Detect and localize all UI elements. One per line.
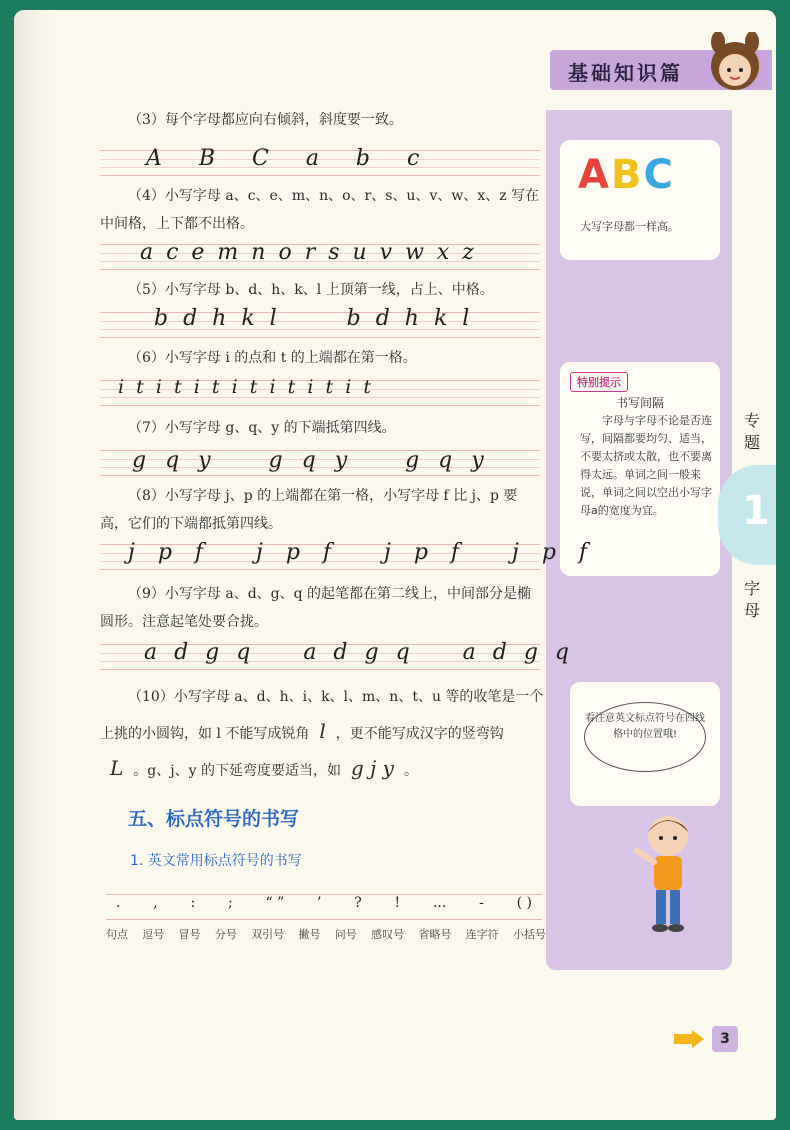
punct-symbol: - [479, 895, 484, 911]
punct-symbol: . [116, 895, 121, 911]
punct-label: 问号 [334, 928, 357, 941]
rule-5: （5）小写字母 b、d、h、k、l 上顶第一线，占上、中格。 [128, 282, 494, 298]
punct-label: 连字符 [465, 928, 499, 941]
textbook-page [14, 10, 776, 1120]
speech-card [570, 682, 720, 806]
tab-subject-label: 字母 [743, 579, 760, 620]
punct-symbol: ! [394, 895, 401, 911]
rule-9: （9）小写字母 a、d、g、q 的起笔都在第二线上，中间部分是椭圆形。注意起笔处要合拢。 [100, 586, 532, 630]
handwriting-4: a c e m n o r s u v w x z [140, 240, 477, 265]
handwriting-9: a d g q a d g q a d g q [144, 640, 574, 665]
arrow-right-icon [674, 1030, 710, 1048]
punct-label: 撇号 [298, 928, 321, 941]
rule-10-text-b: ，更不能写成汉字的竖弯钩 [335, 726, 504, 742]
handwriting-5: b d h k l b d h k l [154, 306, 474, 331]
punctuation-labels [106, 926, 546, 942]
rule-8: （8）小写字母 j、p 的上端都在第一格，小写字母 f 比 j、p 要高，它们的下端都抵第四线。 [100, 488, 518, 532]
abc-note: 大写字母都一样高。 [580, 220, 679, 233]
gjy-example: g j y [350, 756, 394, 780]
rule-10 [100, 680, 550, 788]
punct-label: 逗号 [142, 928, 165, 941]
rule-10-text-a: （10）小写字母 a、d、h、i、k、l、m、n、t、u 等的收笔是一个上挑的小圆钩，如 l 不能写成锐角 [100, 689, 544, 742]
rule-3: （3）每个字母都应向右倾斜，斜度要一致。 [128, 112, 403, 128]
tip-tag: 特别提示 [570, 372, 628, 392]
punct-symbol: ’ [317, 895, 322, 911]
handwriting-7: g q y g q y g q y [132, 448, 490, 473]
handwriting-8: j p f j p f j p f j p f [128, 540, 596, 565]
punct-label: 句点 [106, 928, 128, 941]
subsection-title: 1. 英文常用标点符号的书写 [130, 853, 302, 869]
punct-label: 双引号 [251, 928, 285, 941]
hook-l-example: L [110, 756, 124, 780]
speech-bubble: 看注意英文标点符号在四线格中的位置哦! [584, 702, 706, 772]
page-number: 3 [712, 1026, 738, 1052]
punct-symbol: ... [432, 895, 447, 911]
abc-letter-b: B [610, 152, 644, 198]
abc-card [560, 140, 720, 260]
section-title: 五、标点符号的书写 [128, 808, 300, 830]
handwriting-6: i t i t i t i t i t i t i t [118, 376, 372, 398]
punct-label: 分号 [214, 928, 237, 941]
abc-letters [578, 152, 675, 198]
rule-4: （4）小写字母 a、c、e、m、n、o、r、s、u、v、w、x、z 写在中间格，上下都不出格。 [100, 188, 540, 232]
tip-body: 字母与字母不论是否连写，间隔都要均匀、适当，不要太挤或太散，也不要离得太远。单词之间一般来说，单词之间以空出小写字母a的宽度为宜。 [580, 414, 712, 517]
tab-number: 1 [742, 488, 770, 534]
punct-symbol: “ ” [265, 895, 285, 911]
punct-symbol: ( ) [516, 895, 532, 911]
cartoon-boy-icon [626, 810, 706, 940]
page-spine-shadow [14, 10, 60, 1120]
rule-7: （7）小写字母 g、q、y 的下端抵第四线。 [128, 420, 396, 436]
punct-symbol: ; [227, 895, 233, 911]
punct-label: 感叹号 [371, 928, 405, 941]
punctuation-row [106, 894, 542, 920]
header-title: 基础知识篇 [568, 61, 683, 85]
handwriting-3: A B C a b c [146, 146, 424, 171]
tab-topic-label: 专题 [743, 411, 760, 452]
rule-10-text-d: 。 [403, 763, 418, 779]
punct-symbol: : [190, 895, 196, 911]
sharp-l-example: l [319, 719, 326, 743]
punct-label: 冒号 [178, 928, 201, 941]
punct-symbol: ? [354, 895, 362, 911]
punct-label: 省略号 [418, 928, 452, 941]
tip-heading: 书写间隔 [615, 396, 664, 410]
rule-6: （6）小写字母 i 的点和 t 的上端都在第一格。 [128, 350, 417, 366]
abc-letter-a: A [578, 152, 611, 198]
abc-letter-c: C [643, 152, 675, 198]
punct-label: 小括号 [512, 928, 546, 941]
punct-symbol: , [153, 895, 158, 911]
cartoon-girl-icon [704, 32, 766, 96]
rule-10-text-c: 。g、j、y 的下延弯度要适当，如 [133, 763, 341, 779]
